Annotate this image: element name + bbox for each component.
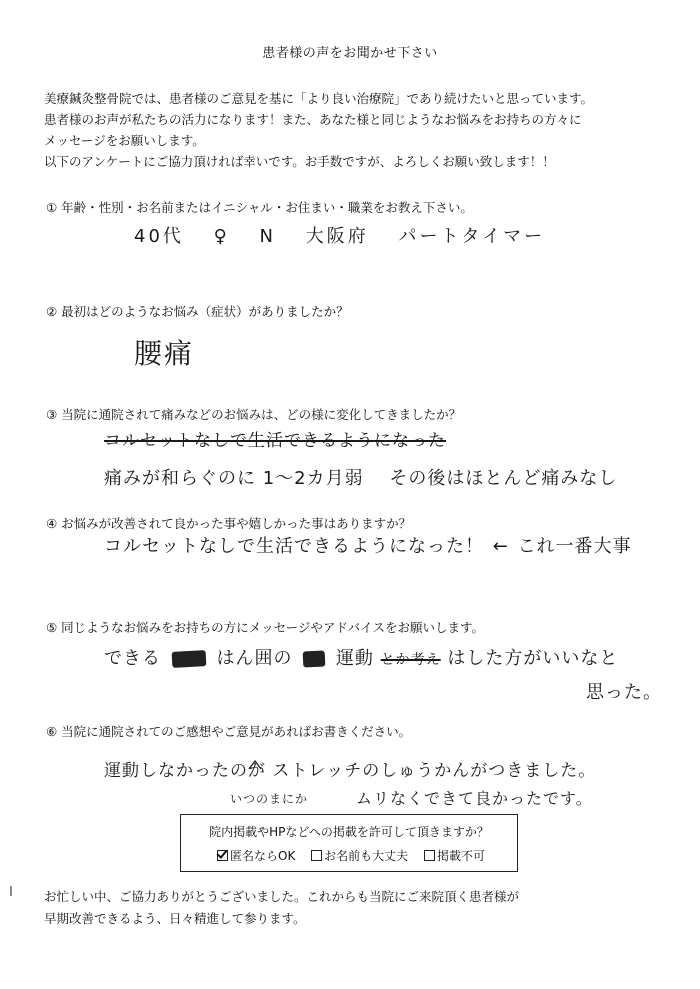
intro-text [44,88,674,172]
checkbox-icon [424,850,435,861]
consent-option-anonymous[interactable] [217,847,295,864]
consent-options [217,847,497,864]
answer-1: 40代 ♀ N 大阪府 パートタイマー [134,226,546,247]
arrow-left-icon: ← [492,536,509,557]
answer-5-part: はした方がいいなと [447,648,619,669]
closing-line: お忙しい中、ご協力ありがとうございました。これからも当院にご来院頂く患者様が [44,889,520,904]
scribble-mark [303,650,326,667]
consent-box [180,814,518,872]
answer-4-text: コルセットなしで生活できるようになった！ [104,536,484,557]
intro-line: 以下のアンケートにご協力頂ければ幸いです。お手数ですが、よろしくお願い致します！！ [44,154,555,169]
consent-question: 院内掲載やHPなどへの掲載を許可して頂きますか？ [209,825,489,839]
consent-option-decline[interactable] [424,847,485,864]
intro-line: 美療鍼灸整骨院では、患者様のご意見を基に「より良い治療院」であり続けたいと思っています。 [44,91,594,106]
intro-line: 患者様のお声が私たちの活力になります！また、あなた様と同じようなお悩みをお持ちの方々に [44,112,582,127]
scan-artifact [10,886,12,896]
question-1: ① 年齢・性別・お名前またはイニシャル・お住まい・職業をお教え下さい。 [46,200,473,215]
insertion-caret-icon [248,760,262,770]
answer-3-struck: コルセットなしで生活できるようになった [104,431,446,451]
consent-option-label: 匿名ならOK [230,849,296,863]
answer-4 [104,532,632,558]
answer-6-line1: 運動しなかったのが ストレッチのしゅうかんがつきました。 [104,761,597,781]
question-6: ⑥ 当院に通院されてのご感想やご意見があればお書きください。 [46,724,412,739]
consent-option-name-ok[interactable] [311,847,408,864]
answer-5-line2: 思った。 [586,682,662,703]
intro-line: メッセージをお願いします。 [44,133,205,148]
answer-6-insertion: いつのまにか [230,792,309,806]
answer-5-part: はん囲の [216,648,293,669]
checked-box-icon [217,850,228,861]
closing-line: 早期改善できるよう、日々精進して参ります。 [44,911,306,926]
answer-5-struck: とか考え [380,652,441,668]
consent-option-label: お名前も大丈夫 [324,849,409,863]
closing-text [44,886,519,930]
scribble-mark [171,650,206,668]
answer-5 [104,644,618,670]
question-2: ② 最初はどのようなお悩み（症状）がありましたか？ [46,304,349,319]
answer-4-note: これ一番大事 [517,536,632,557]
question-5: ⑤ 同じようなお悩みをお持ちの方にメッセージやアドバイスをお願いします。 [46,620,485,635]
answer-6-line2: ムリなくできて良かったです。 [356,789,593,808]
answer-3: 痛みが和らぐのに 1～2カ月弱 その後はほとんど痛みなし [104,468,618,489]
answer-5-part: できる [104,648,161,669]
checkbox-icon [311,850,322,861]
question-3: ③ 当院に通院されて痛みなどのお悩みは、どの様に変化してきましたか？ [46,407,462,422]
question-4: ④ お悩みが改善されて良かった事や嬉しかった事はありますか？ [46,516,412,531]
page-title: 患者様の声をお聞かせ下さい [262,46,438,61]
consent-option-label: 掲載不可 [437,849,486,863]
answer-2: 腰痛 [134,337,195,370]
answer-5-part: 運動 [335,648,374,669]
